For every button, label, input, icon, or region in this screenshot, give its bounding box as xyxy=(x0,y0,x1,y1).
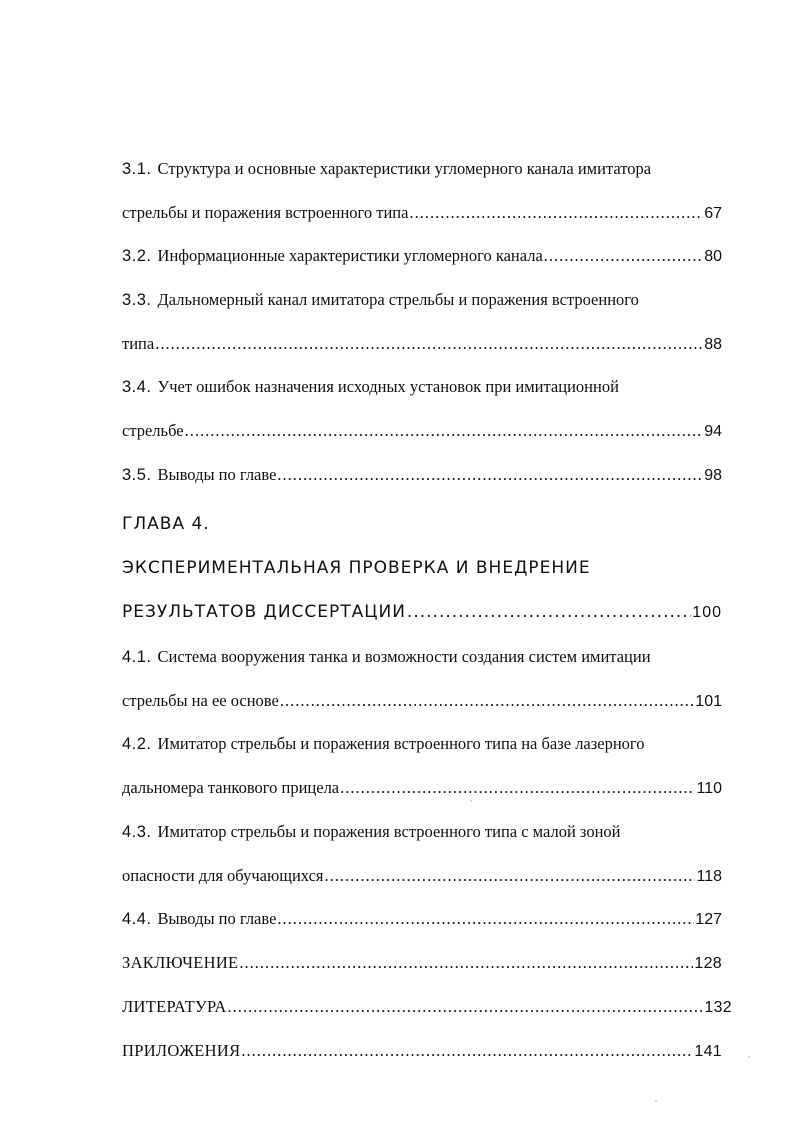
entry-number: 4.1. xyxy=(122,648,152,666)
page-number: 100 xyxy=(692,604,722,621)
entry-number: 3.2. xyxy=(122,247,152,265)
dot-leader xyxy=(280,688,694,714)
chapter-4-label: ГЛАВА 4. xyxy=(122,514,210,534)
dot-leader xyxy=(277,462,703,488)
entry-title: ПРИЛОЖЕНИЯ xyxy=(122,1041,241,1060)
toc-appendices[interactable] xyxy=(122,1038,722,1064)
dot-leader xyxy=(340,775,695,801)
dot-leader xyxy=(228,994,704,1020)
page-number: 132 xyxy=(704,999,732,1016)
toc-entry-3-1-line2[interactable] xyxy=(122,200,722,226)
page-number: 94 xyxy=(704,423,722,440)
toc-entry-4-2-line2[interactable] xyxy=(122,775,722,801)
entry-title: Имитатор стрельбы и поражения встроенного типа с малой зоной xyxy=(157,822,621,841)
dot-leader xyxy=(241,1038,693,1064)
entry-title: Система вооружения танка и возможности создания систем имитации xyxy=(157,647,651,666)
page-number: 141 xyxy=(694,1043,722,1060)
entry-title-cont: стрельбы и поражения встроенного типа xyxy=(122,203,409,222)
entry-title: Информационные характеристики угломерного канала xyxy=(157,246,543,265)
toc-entry-3-4-line1 xyxy=(122,374,732,400)
entry-title: Дальномерный канал имитатора стрельбы и поражения встроенного xyxy=(157,290,639,309)
page-number: 110 xyxy=(696,780,722,797)
toc-entry-4-3-line1 xyxy=(122,819,732,845)
chapter-4-title-line1: ЭКСПЕРИМЕНТАЛЬНАЯ ПРОВЕРКА И ВНЕДРЕНИЕ xyxy=(122,558,591,578)
page-number: 80 xyxy=(704,248,722,265)
entry-number: 3.3. xyxy=(122,291,152,309)
toc-entry-3-3-line1 xyxy=(122,287,732,313)
entry-title-cont: опасности для обучающихся xyxy=(122,866,324,885)
toc-entry-3-1-line1 xyxy=(122,156,732,182)
page-number: 88 xyxy=(704,336,722,353)
entry-number: 4.2. xyxy=(122,735,152,753)
page-number: 67 xyxy=(704,205,722,222)
entry-number: 3.1. xyxy=(122,160,152,178)
page-number: 127 xyxy=(695,911,722,928)
scan-speck xyxy=(748,1056,750,1058)
entry-title-cont: стрельбы на ее основе xyxy=(122,691,279,710)
dot-leader xyxy=(407,599,691,625)
toc-entry-3-4-line2[interactable] xyxy=(122,418,722,444)
entry-number: 3.5. xyxy=(122,466,152,484)
dot-leader xyxy=(277,906,694,932)
scan-speck xyxy=(655,1100,657,1102)
page-number: 128 xyxy=(694,955,722,972)
dot-leader xyxy=(325,863,696,889)
toc-entry-4-1-line1 xyxy=(122,644,732,670)
entry-number: 4.4. xyxy=(122,910,152,928)
dot-leader xyxy=(185,418,704,444)
entry-title: ЗАКЛЮЧЕНИЕ xyxy=(122,953,239,972)
dot-leader xyxy=(239,950,693,976)
dot-leader xyxy=(155,331,703,357)
toc-entry-4-3-line2[interactable] xyxy=(122,863,722,889)
entry-number: 4.3. xyxy=(122,823,152,841)
dot-leader xyxy=(409,200,703,226)
entry-title: Имитатор стрельбы и поражения встроенного типа на базе лазерного xyxy=(157,734,645,753)
entry-title: ЛИТЕРАТУРА xyxy=(122,997,227,1016)
toc-entry-4-4[interactable] xyxy=(122,906,722,932)
entry-title: Выводы по главе xyxy=(157,909,277,928)
entry-title: Выводы по главе xyxy=(157,465,277,484)
entry-title-cont: дальномера танкового прицела xyxy=(122,778,340,797)
entry-title: Учет ошибок назначения исходных установок при имитационной xyxy=(157,377,619,396)
entry-title-cont: стрельбе xyxy=(122,421,184,440)
chapter-title-cont: РЕЗУЛЬТАТОВ ДИССЕРТАЦИИ xyxy=(122,602,406,622)
dot-leader xyxy=(544,243,703,269)
chapter-4-title-line2[interactable] xyxy=(122,599,722,625)
toc-entry-3-3-line2[interactable] xyxy=(122,331,722,357)
toc-conclusion[interactable] xyxy=(122,950,722,976)
toc-literature[interactable] xyxy=(122,994,732,1020)
entry-number: 3.4. xyxy=(122,378,152,396)
toc-entry-4-1-line2[interactable] xyxy=(122,688,722,714)
page-number: 118 xyxy=(696,868,722,885)
toc-entry-4-2-line1 xyxy=(122,731,732,757)
entry-title: Структура и основные характеристики угломерного канала имитатора xyxy=(157,159,652,178)
entry-title-cont: типа xyxy=(122,334,155,353)
toc-entry-3-2[interactable] xyxy=(122,243,722,269)
scan-speck xyxy=(470,800,472,802)
page-number: 101 xyxy=(695,693,722,710)
toc-entry-3-5[interactable] xyxy=(122,462,722,488)
page-number: 98 xyxy=(704,467,722,484)
